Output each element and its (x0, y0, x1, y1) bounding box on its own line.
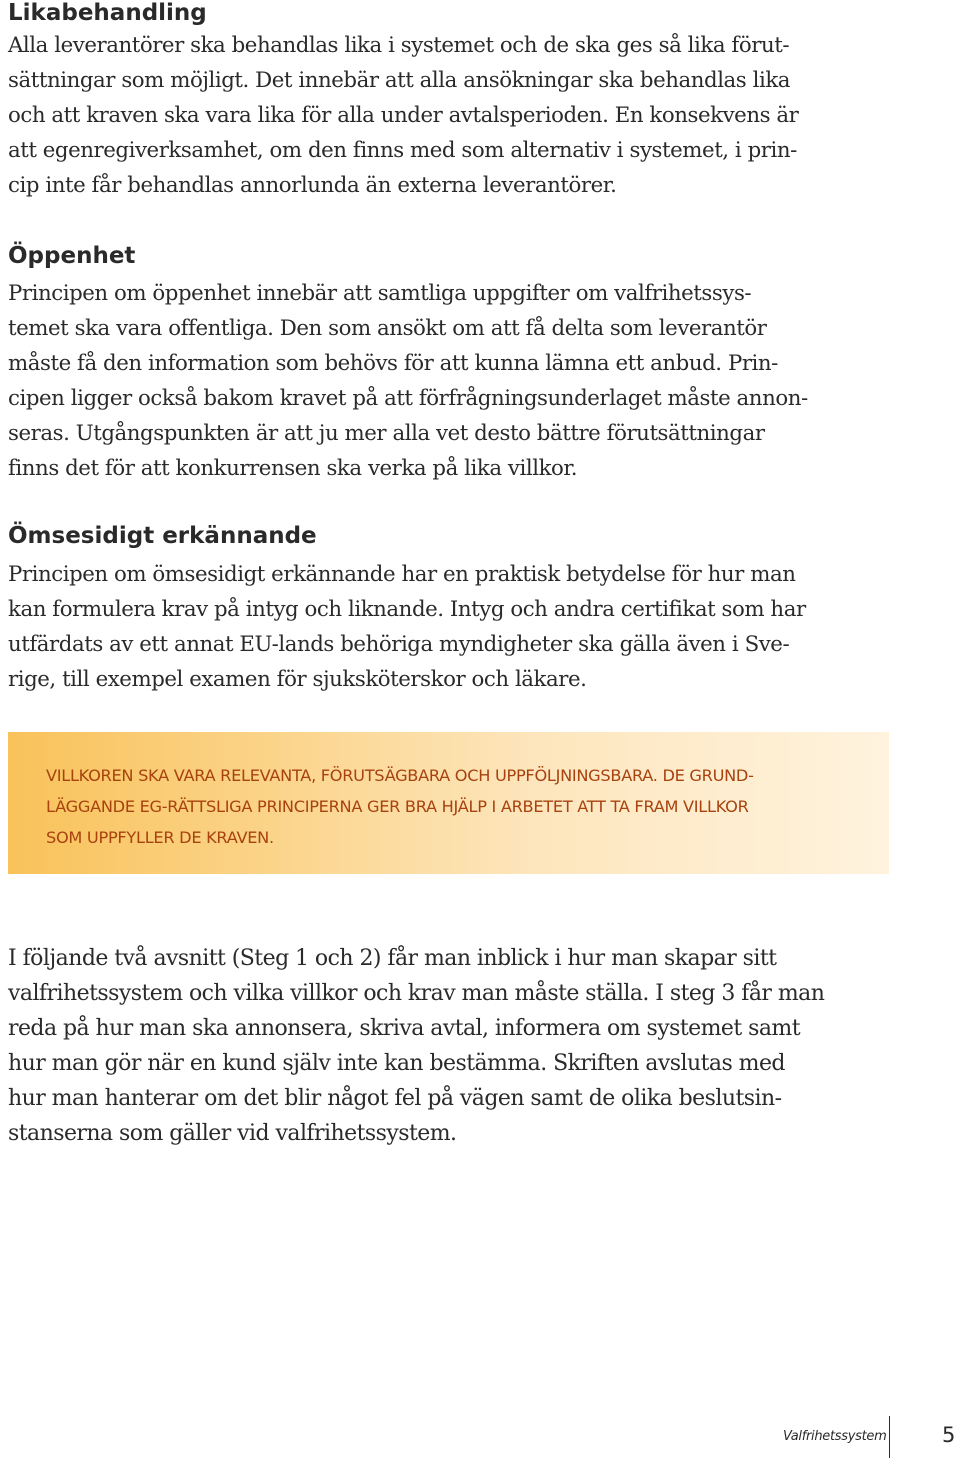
body-line: hur man hanterar om det blir något fel på vägen samt de olika beslutsin- (8, 1086, 782, 1111)
body-line: sättningar som möjligt. Det innebär att alla ansökningar ska behandlas lika (8, 68, 791, 93)
body-line: cipen ligger också bakom kravet på att förfrågningsunderlaget måste annon- (8, 386, 808, 411)
footer-document-title: Valfrihetssystem (783, 1429, 887, 1444)
callout-text (46, 760, 754, 853)
body-line: I följande två avsnitt (Steg 1 och 2) får man inblick i hur man skapar sitt (8, 946, 777, 971)
body-line: finns det för att konkurrensen ska verka på lika villkor. (8, 456, 578, 481)
body-line: Alla leverantörer ska behandlas lika i systemet och de ska ges så lika förut- (8, 33, 790, 58)
callout-box (8, 732, 889, 874)
body-line: att egenregiverksamhet, om den finns med som alternativ i systemet, i prin- (8, 138, 797, 163)
section-body-omsesidigt-erkannande (8, 557, 806, 697)
body-line: rige, till exempel examen för sjuksköterskor och läkare. (8, 667, 587, 692)
callout-line: LÄGGANDE EG-RÄTTSLIGA PRINCIPERNA GER BRA HJÄLP I ARBETET ATT TA FRAM VILLKOR (46, 797, 749, 816)
body-line: hur man gör när en kund själv inte kan bestämma. Skriften avslutas med (8, 1051, 785, 1076)
body-line: seras. Utgångspunkten är att ju mer alla vet desto bättre förutsättningar (8, 421, 765, 446)
section-heading-likabehandling: Likabehandling (8, 0, 207, 26)
body-line: reda på hur man ska annonsera, skriva avtal, informera om systemet samt (8, 1016, 801, 1041)
body-line: stanserna som gäller vid valfrihetssystem. (8, 1121, 457, 1146)
body-line: valfrihetssystem och vilka villkor och krav man måste ställa. I steg 3 får man (8, 981, 825, 1006)
section-body-oppenhet (8, 276, 808, 486)
page-number: 5 (942, 1423, 956, 1447)
body-line: Principen om öppenhet innebär att samtliga uppgifter om valfrihetssys- (8, 281, 752, 306)
body-line: och att kraven ska vara lika för alla under avtalsperioden. En konsekvens är (8, 103, 799, 128)
section-heading-omsesidigt-erkannande: Ömsesidigt erkännande (8, 523, 317, 549)
body-line: utfärdats av ett annat EU-lands behöriga myndigheter ska gälla även i Sve- (8, 632, 790, 657)
body-line: Principen om ömsesidigt erkännande har en praktisk betydelse för hur man (8, 562, 796, 587)
closing-paragraph (8, 941, 824, 1151)
section-body-likabehandling (8, 28, 798, 203)
body-line: kan formulera krav på intyg och liknande. Intyg och andra certifikat som har (8, 597, 806, 622)
body-line: temet ska vara offentliga. Den som ansökt om att få delta som leverantör (8, 316, 767, 341)
section-heading-oppenhet: Öppenhet (8, 243, 136, 269)
callout-line: SOM UPPFYLLER DE KRAVEN. (46, 828, 274, 847)
body-line: cip inte får behandlas annorlunda än externa leverantörer. (8, 173, 617, 198)
body-line: måste få den information som behövs för att kunna lämna ett anbud. Prin- (8, 351, 778, 376)
callout-line: VILLKOREN SKA VARA RELEVANTA, FÖRUTSÄGBARA OCH UPPFÖLJNINGSBARA. DE GRUND- (46, 766, 754, 785)
footer-divider (889, 1416, 890, 1458)
